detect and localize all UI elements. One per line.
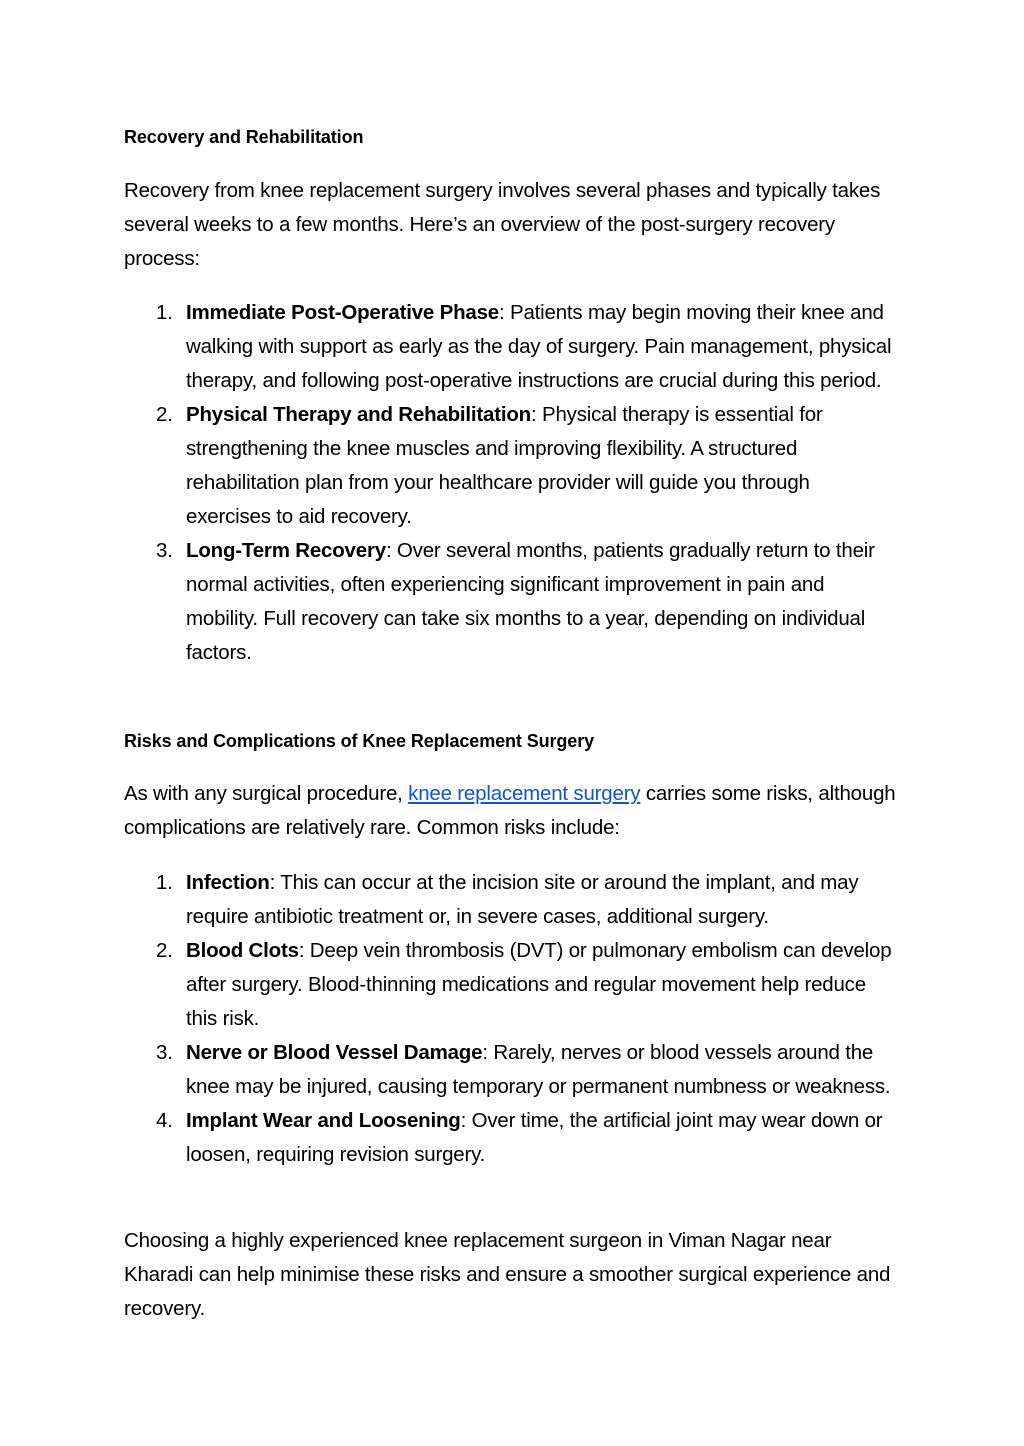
list-item-term: Physical Therapy and Rehabilitation xyxy=(186,403,532,426)
closing-paragraph: Choosing a highly experienced knee replacement surgeon in Viman Nagar near Kharadi can help minimise these risks and ensure a smoother surgical experience and recovery. xyxy=(124,1229,891,1320)
list-number: 2. xyxy=(156,939,173,962)
list-item-text: : Patients may begin moving their knee and walking with support as early as the day of surgery. Pain management, physical therapy, and following post-operative instructions are crucial during this period. xyxy=(186,301,892,392)
list-item-text: : This can occur at the incision site or around the implant, and may require antibiotic treatment or, in severe cases, additional surgery. xyxy=(186,871,859,928)
recovery-list-item-1 xyxy=(124,296,896,398)
list-number: 3. xyxy=(156,539,173,562)
knee-replacement-surgery-link[interactable]: knee replacement surgery xyxy=(408,782,641,805)
list-number: 2. xyxy=(156,403,173,426)
list-item-term: Implant Wear and Loosening xyxy=(186,1109,461,1132)
risks-intro xyxy=(124,777,896,845)
recovery-intro: Recovery from knee replacement surgery involves several phases and typically takes several weeks to a few months. Here’s an overview of the post-surgery recovery process: xyxy=(124,179,881,270)
list-item-term: Nerve or Blood Vessel Damage xyxy=(186,1041,483,1064)
risks-list xyxy=(124,866,896,1172)
list-number: 3. xyxy=(156,1041,173,1064)
risks-intro-before-link: As with any surgical procedure, xyxy=(124,782,409,805)
risks-intro-after-link: carries some risks, although complications are relatively rare. Common risks include: xyxy=(124,782,896,839)
list-item-term: Immediate Post-Operative Phase xyxy=(186,301,500,324)
list-number: 1. xyxy=(156,871,173,894)
list-item-term: Blood Clots xyxy=(186,939,299,962)
list-number: 4. xyxy=(156,1109,173,1132)
risks-heading: Risks and Complications of Knee Replacement Surgery xyxy=(124,731,595,751)
recovery-list-item-3 xyxy=(124,534,896,670)
list-item-text: : Over several months, patients gradually return to their normal activities, often experiencing significant improvement in pain and mobility. Full recovery can take six months to a year, depending on individual factors. xyxy=(186,539,875,664)
list-item-text: : Physical therapy is essential for strengthening the knee muscles and improving flexibility. A structured rehabilitation plan from your healthcare provider will guide you through exercises to aid recovery. xyxy=(186,403,823,528)
risks-list-item-3 xyxy=(124,1036,896,1104)
list-item-text: : Deep vein thrombosis (DVT) or pulmonary embolism can develop after surgery. Blood-thinning medications and regular movement help reduce this risk. xyxy=(186,939,892,1030)
risks-list-item-1 xyxy=(124,866,896,934)
recovery-list-item-2 xyxy=(124,398,896,534)
list-item-term: Infection xyxy=(186,871,270,894)
list-number: 1. xyxy=(156,301,173,324)
recovery-heading: Recovery and Rehabilitation xyxy=(124,127,364,147)
list-item-text: : Over time, the artificial joint may wear down or loosen, requiring revision surgery. xyxy=(186,1109,883,1166)
risks-list-item-4 xyxy=(124,1104,896,1172)
risks-list-item-2 xyxy=(124,934,896,1036)
list-item-term: Long-Term Recovery xyxy=(186,539,386,562)
list-item-text: : Rarely, nerves or blood vessels around the knee may be injured, causing temporary or permanent numbness or weakness. xyxy=(186,1041,891,1098)
recovery-list xyxy=(124,296,896,670)
